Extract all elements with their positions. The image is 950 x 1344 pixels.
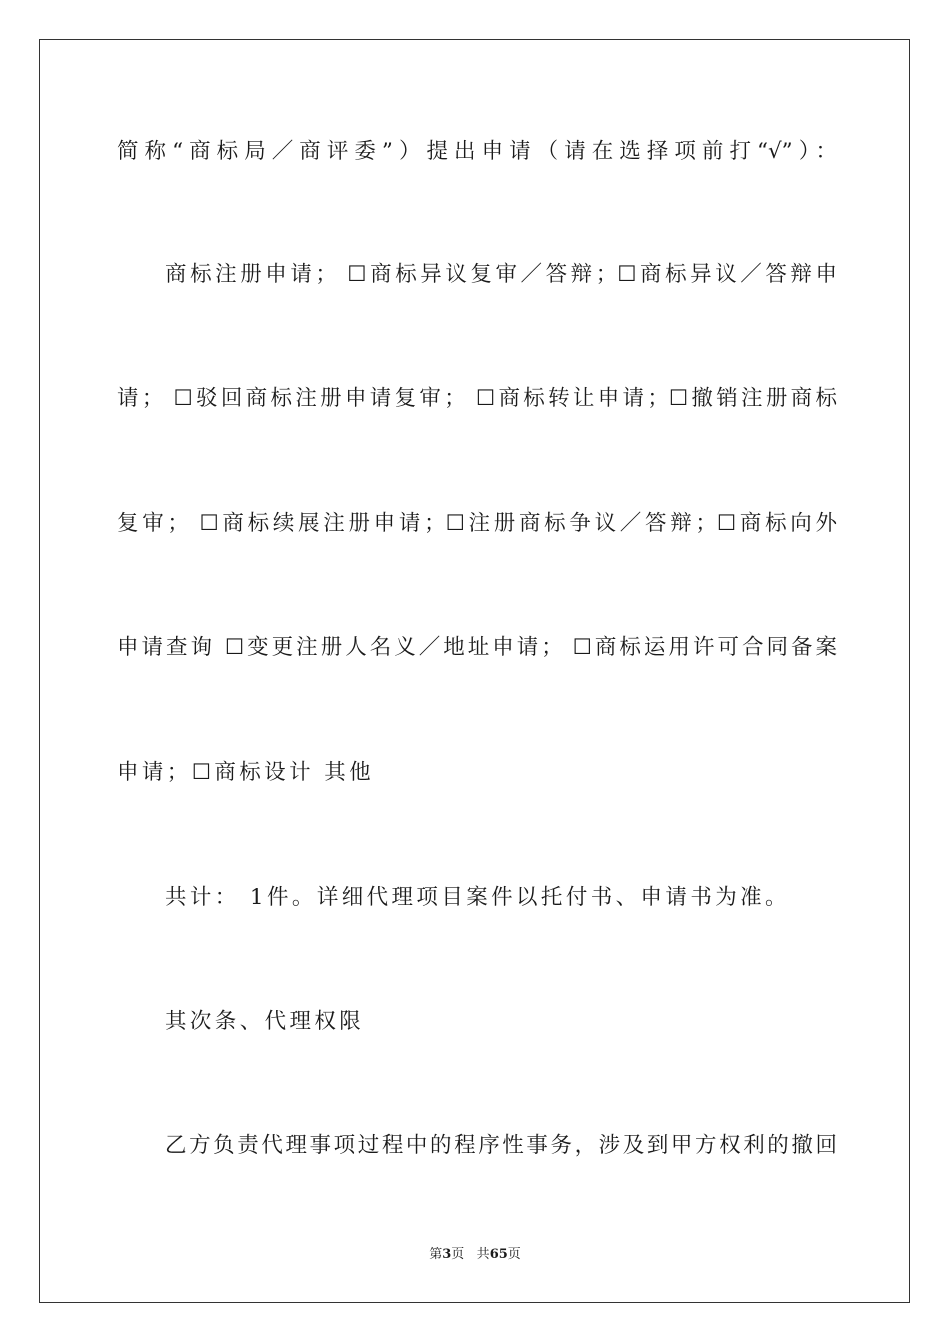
page-border (39, 39, 910, 1303)
paragraph-line-7: 共计： 1件。详细代理项目案件以托付书、申请书为准。 (165, 885, 790, 910)
footer-total-prefix: 共 (476, 1247, 490, 1262)
footer-total-suffix: 页 (507, 1247, 521, 1262)
paragraph-line-6: 申请；☐商标设计 其他 (117, 760, 375, 785)
footer-page-suffix: 页 (451, 1247, 465, 1262)
footer-total-pages: 65 (489, 1247, 508, 1262)
paragraph-line-4: 复审； ☐商标续展注册申请；☐注册商标争议／答辩；☐商标向外 (117, 511, 837, 536)
footer-page-prefix: 第 (429, 1247, 443, 1262)
paragraph-line-9: 乙方负责代理事项过程中的程序性事务，涉及到甲方权利的撤回 (165, 1133, 837, 1158)
paragraph-line-1: 简称“商标局／商评委”）提出申请（请在选择项前打“√”）： (117, 139, 837, 164)
paragraph-line-5: 申请查询 ☐变更注册人名义／地址申请； ☐商标运用许可合同备案 (117, 635, 837, 660)
paragraph-line-2: 商标注册申请； ☐商标异议复审／答辩；☐商标异议／答辩申 (165, 262, 837, 287)
page-footer (0, 1246, 950, 1264)
section-heading: 其次条、代理权限 (165, 1009, 365, 1034)
footer-page-number: 3 (442, 1247, 452, 1262)
paragraph-line-3: 请； ☐驳回商标注册申请复审； ☐商标转让申请；☐撤销注册商标 (117, 386, 837, 411)
